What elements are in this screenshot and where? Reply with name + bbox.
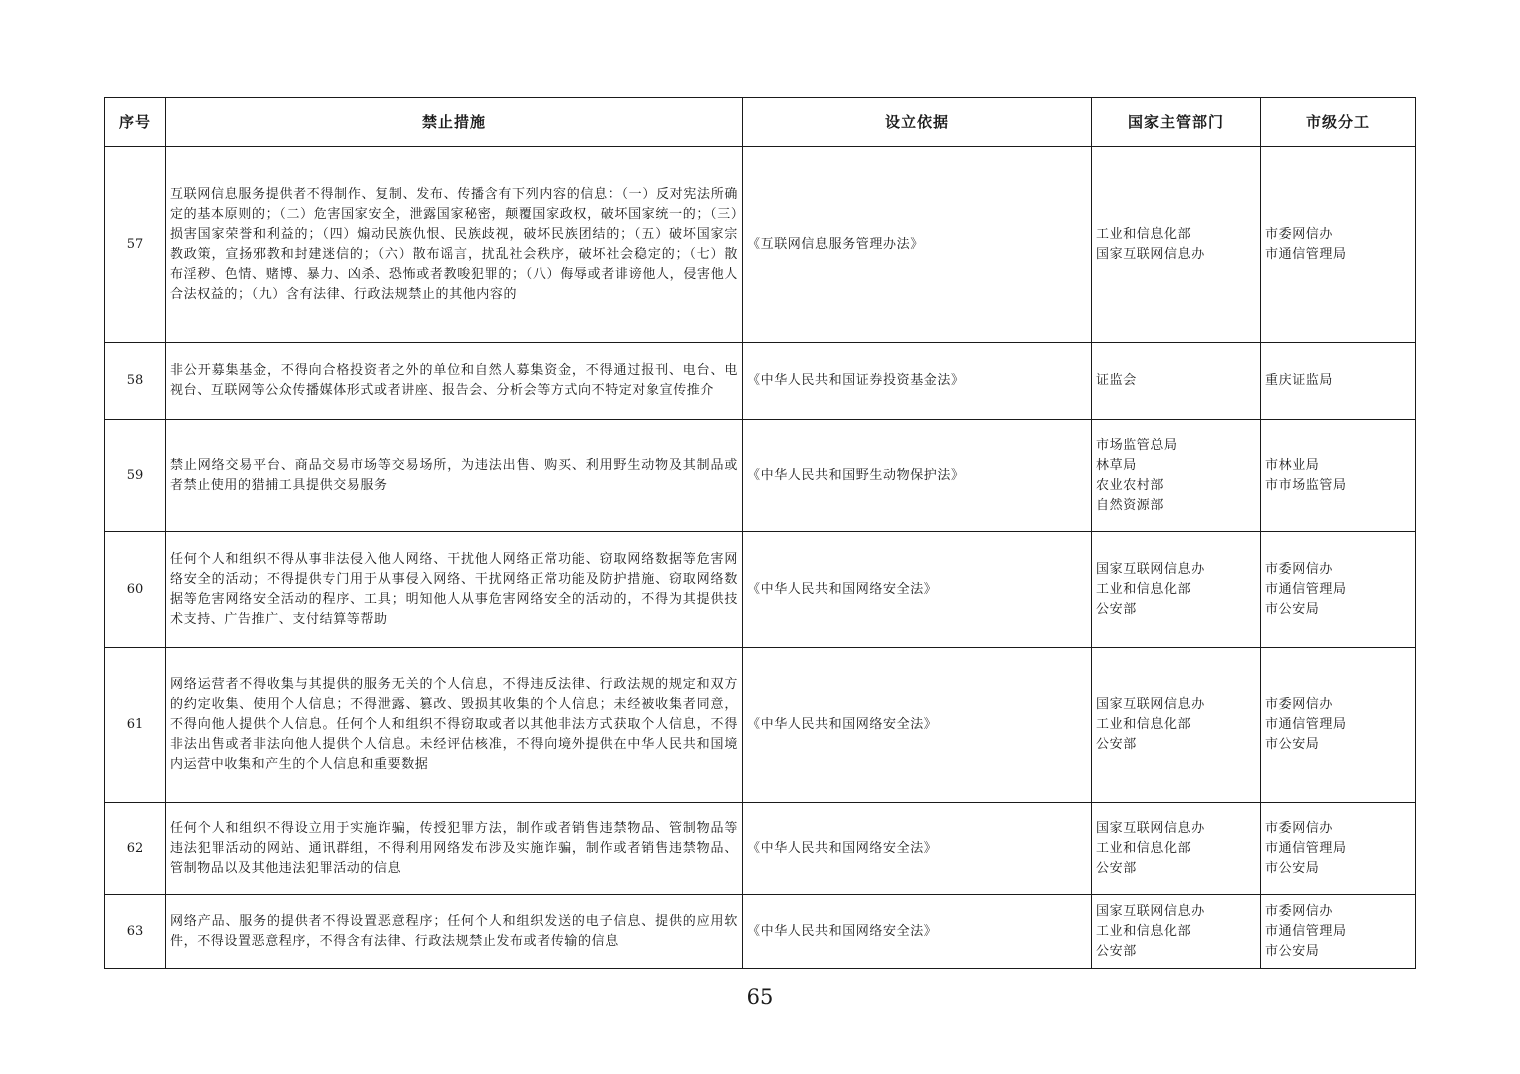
dept-line: 国家互联网信息办	[1096, 561, 1205, 577]
measure-cell: 网络产品、服务的提供者不得设置恶意程序；任何个人和组织发送的电子信息、提供的应用软件，不得设置恶意程序，不得含有法律、行政法规禁止发布或者传输的信息	[166, 895, 743, 969]
dept-line: 林草局	[1096, 457, 1137, 473]
header-city: 市级分工	[1261, 98, 1416, 147]
city-line: 市委网信办	[1265, 820, 1334, 836]
dept-cell	[1092, 532, 1261, 648]
city-line: 市公安局	[1265, 737, 1320, 752]
city-line: 市公安局	[1265, 860, 1320, 876]
city-cell	[1261, 803, 1416, 895]
header-dept: 国家主管部门	[1092, 98, 1261, 147]
dept-cell	[1092, 147, 1261, 343]
dept-line: 公安部	[1096, 737, 1137, 752]
dept-line: 证监会	[1096, 373, 1137, 388]
measure-cell: 网络运营者不得收集与其提供的服务无关的个人信息，不得违反法律、行政法规的规定和双方的约定收集、使用个人信息；不得泄露、篡改、毁损其收集的个人信息；未经被收集者同意，不得向他人提供个人信息。任何个人和组织不得窃取或者以其他非法方式获取个人信息，不得非法出售或者非法向他人提供个人信息。未经评估核准，不得向境外提供在中华人民共和国境内运营中收集和产生的个人信息和重要数据	[166, 648, 743, 803]
measure-cell: 非公开募集基金，不得向合格投资者之外的单位和自然人募集资金，不得通过报刊、电台、电视台、互联网等公众传播媒体形式或者讲座、报告会、分析会等方式向不特定对象宣传推介	[166, 343, 743, 420]
city-line: 市市场监管局	[1265, 477, 1347, 493]
table-row	[105, 147, 1416, 343]
dept-line: 工业和信息化部	[1096, 581, 1192, 597]
city-cell	[1261, 343, 1416, 420]
table-header-row	[105, 98, 1416, 147]
dept-line: 国家互联网信息办	[1096, 820, 1205, 836]
city-line: 市通信管理局	[1265, 840, 1347, 856]
city-line: 市通信管理局	[1265, 923, 1347, 939]
prohibition-table	[104, 97, 1416, 969]
seq-cell: 62	[105, 803, 166, 895]
city-cell	[1261, 147, 1416, 343]
city-line: 市林业局	[1265, 457, 1320, 473]
dept-line: 自然资源部	[1096, 497, 1165, 513]
seq-cell: 59	[105, 420, 166, 532]
city-line: 市通信管理局	[1265, 581, 1347, 597]
city-line: 市通信管理局	[1265, 246, 1347, 262]
dept-line: 公安部	[1096, 943, 1137, 959]
basis-cell: 《互联网信息服务管理办法》	[743, 147, 1092, 343]
city-line: 市公安局	[1265, 943, 1320, 959]
table-row	[105, 343, 1416, 420]
seq-cell: 60	[105, 532, 166, 648]
basis-cell: 《中华人民共和国野生动物保护法》	[743, 420, 1092, 532]
basis-cell: 《中华人民共和国网络安全法》	[743, 895, 1092, 969]
basis-cell: 《中华人民共和国证券投资基金法》	[743, 343, 1092, 420]
table-row	[105, 803, 1416, 895]
city-cell	[1261, 532, 1416, 648]
city-line: 市委网信办	[1265, 226, 1334, 242]
dept-line: 公安部	[1096, 601, 1137, 617]
measure-cell: 互联网信息服务提供者不得制作、复制、发布、传播含有下列内容的信息：（一）反对宪法所确定的基本原则的；（二）危害国家安全，泄露国家秘密，颠覆国家政权，破坏国家统一的；（三）损害国家荣誉和利益的；（四）煽动民族仇恨、民族歧视，破坏民族团结的；（五）破坏国家宗教政策，宣扬邪教和封建迷信的；（六）散布谣言，扰乱社会秩序，破坏社会稳定的；（七）散布淫秽、色情、赌博、暴力、凶杀、恐怖或者教唆犯罪的；（八）侮辱或者诽谤他人，侵害他人合法权益的；（九）含有法律、行政法规禁止的其他内容的	[166, 147, 743, 343]
dept-cell	[1092, 420, 1261, 532]
table-row	[105, 532, 1416, 648]
dept-line: 工业和信息化部	[1096, 923, 1192, 939]
city-line: 市委网信办	[1265, 697, 1334, 712]
seq-cell: 63	[105, 895, 166, 969]
table-row	[105, 648, 1416, 803]
dept-cell	[1092, 343, 1261, 420]
dept-cell	[1092, 895, 1261, 969]
city-cell	[1261, 420, 1416, 532]
dept-line: 国家互联网信息办	[1096, 246, 1205, 262]
seq-cell: 57	[105, 147, 166, 343]
basis-cell: 《中华人民共和国网络安全法》	[743, 532, 1092, 648]
city-line: 市通信管理局	[1265, 717, 1347, 732]
dept-line: 市场监管总局	[1096, 437, 1178, 453]
measure-cell: 禁止网络交易平台、商品交易市场等交易场所，为违法出售、购买、利用野生动物及其制品或者禁止使用的猎捕工具提供交易服务	[166, 420, 743, 532]
city-cell	[1261, 648, 1416, 803]
city-line: 市委网信办	[1265, 561, 1334, 577]
basis-cell: 《中华人民共和国网络安全法》	[743, 648, 1092, 803]
dept-line: 公安部	[1096, 860, 1137, 876]
dept-line: 农业农村部	[1096, 477, 1165, 493]
dept-line: 国家互联网信息办	[1096, 697, 1205, 712]
dept-line: 工业和信息化部	[1096, 226, 1192, 242]
measure-cell: 任何个人和组织不得从事非法侵入他人网络、干扰他人网络正常功能、窃取网络数据等危害网络安全的活动；不得提供专门用于从事侵入网络、干扰网络正常功能及防护措施、窃取网络数据等危害网络安全活动的程序、工具；明知他人从事危害网络安全的活动的，不得为其提供技术支持、广告推广、支付结算等帮助	[166, 532, 743, 648]
header-basis: 设立依据	[743, 98, 1092, 147]
basis-cell: 《中华人民共和国网络安全法》	[743, 803, 1092, 895]
seq-cell: 58	[105, 343, 166, 420]
table-row	[105, 420, 1416, 532]
page-number: 65	[746, 985, 774, 1009]
measure-cell: 任何个人和组织不得设立用于实施诈骗，传授犯罪方法，制作或者销售违禁物品、管制物品等违法犯罪活动的网站、通讯群组，不得利用网络发布涉及实施诈骗，制作或者销售违禁物品、管制物品以及其他违法犯罪活动的信息	[166, 803, 743, 895]
dept-line: 工业和信息化部	[1096, 717, 1192, 732]
dept-cell	[1092, 648, 1261, 803]
city-cell	[1261, 895, 1416, 969]
header-seq: 序号	[105, 98, 166, 147]
city-line: 市委网信办	[1265, 903, 1334, 919]
city-line: 重庆证监局	[1265, 373, 1334, 388]
dept-line: 国家互联网信息办	[1096, 903, 1205, 919]
header-measure: 禁止措施	[166, 98, 743, 147]
dept-line: 工业和信息化部	[1096, 840, 1192, 856]
table-row	[105, 895, 1416, 969]
seq-cell: 61	[105, 648, 166, 803]
city-line: 市公安局	[1265, 601, 1320, 617]
dept-cell	[1092, 803, 1261, 895]
